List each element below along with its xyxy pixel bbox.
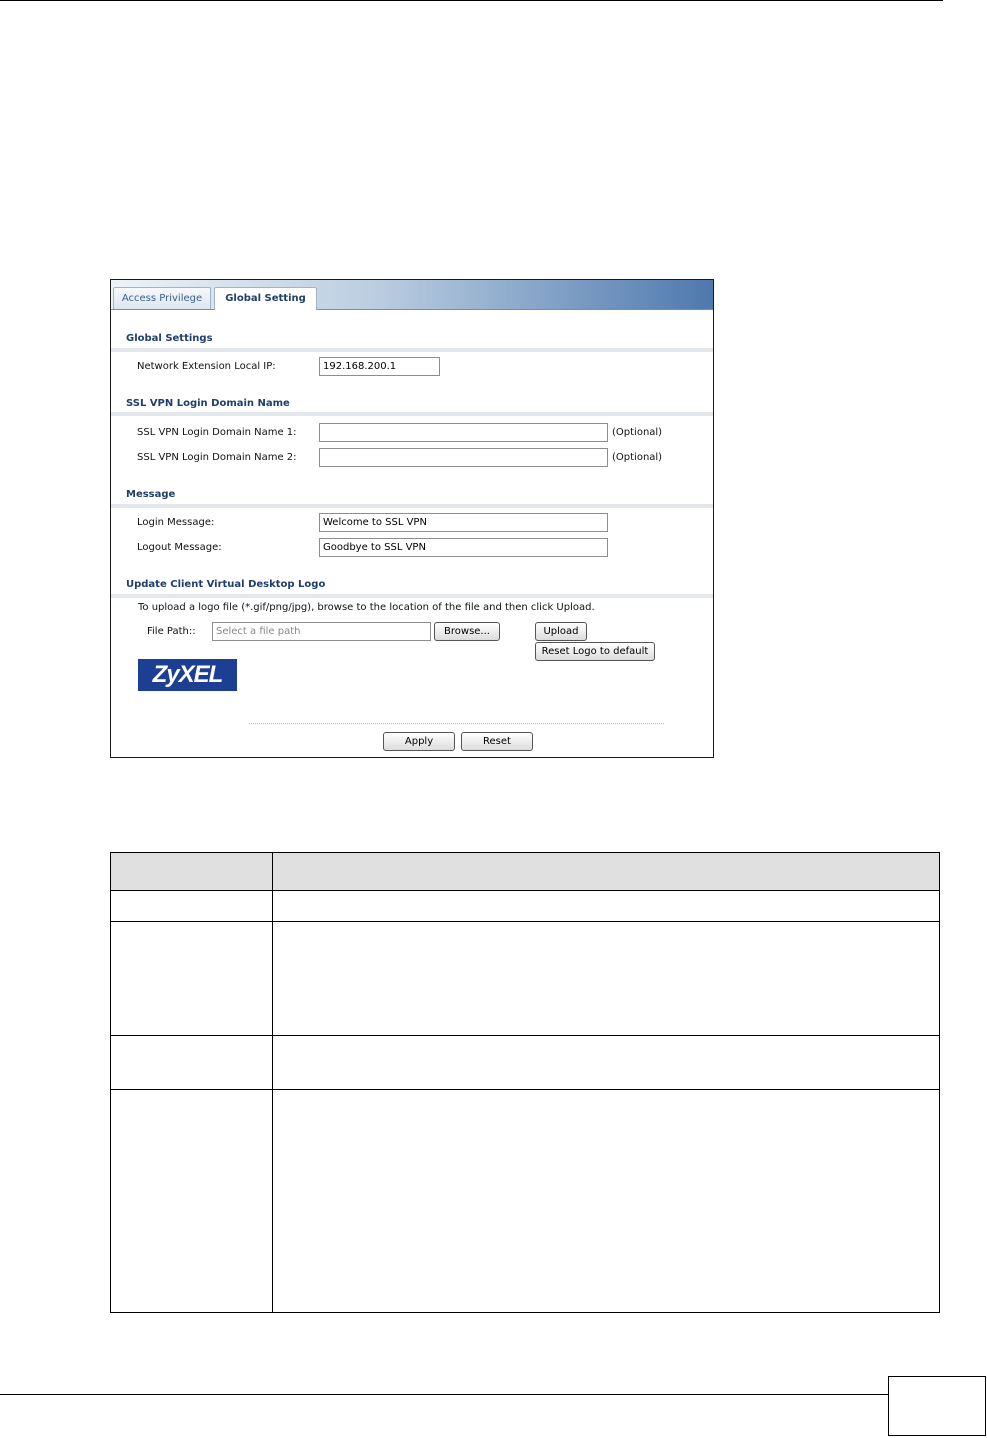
apply-button[interactable]: Apply xyxy=(383,732,455,751)
logout-message-label: Logout Message: xyxy=(137,542,222,553)
file-path-label: File Path:: xyxy=(147,626,196,637)
section-title-global: Global Settings xyxy=(126,333,213,344)
login-message-input[interactable]: Welcome to SSL VPN xyxy=(319,513,608,532)
login-message-label: Login Message: xyxy=(137,517,215,528)
browse-button[interactable]: Browse... xyxy=(434,622,500,641)
file-path-input[interactable]: Select a file path xyxy=(212,622,431,641)
domain2-label: SSL VPN Login Domain Name 2: xyxy=(137,452,297,463)
section-divider xyxy=(111,594,713,598)
table-header-row xyxy=(110,852,940,891)
table-row xyxy=(110,1089,940,1313)
section-title-message: Message xyxy=(126,489,176,500)
footer-rule xyxy=(0,1394,888,1395)
zyxel-logo: ZyXEL xyxy=(138,659,237,691)
section-title-domain: SSL VPN Login Domain Name xyxy=(126,398,290,409)
page-number-box xyxy=(888,1376,986,1436)
header-rule xyxy=(0,0,943,1)
description-table xyxy=(110,852,940,1313)
local-ip-label: Network Extension Local IP: xyxy=(137,361,276,372)
global-setting-screen xyxy=(110,279,714,758)
upload-instruction: To upload a logo file (*.gif/png/jpg), browse to the location of the file and then click Upload. xyxy=(138,602,595,613)
section-divider xyxy=(111,412,713,416)
table-row xyxy=(110,1035,940,1090)
section-title-logo: Update Client Virtual Desktop Logo xyxy=(126,579,326,590)
reset-button[interactable]: Reset xyxy=(461,732,533,751)
footer-divider xyxy=(249,723,664,724)
domain2-optional-note: (Optional) xyxy=(612,452,663,463)
tab-global-setting[interactable]: Global Setting xyxy=(214,287,317,310)
domain1-optional-note: (Optional) xyxy=(612,427,663,438)
tab-bar xyxy=(111,280,713,310)
table-row xyxy=(110,890,940,922)
section-divider xyxy=(111,348,713,352)
local-ip-input[interactable]: 192.168.200.1 xyxy=(319,357,440,376)
upload-button[interactable]: Upload xyxy=(535,622,587,641)
reset-logo-button[interactable]: Reset Logo to default xyxy=(535,642,655,661)
domain1-input[interactable] xyxy=(319,423,608,442)
domain1-label: SSL VPN Login Domain Name 1: xyxy=(137,427,297,438)
domain2-input[interactable] xyxy=(319,448,608,467)
logout-message-input[interactable]: Goodbye to SSL VPN xyxy=(319,538,608,557)
section-divider xyxy=(111,504,713,508)
table-row xyxy=(110,921,940,1036)
tab-access-privilege[interactable]: Access Privilege xyxy=(113,287,211,309)
